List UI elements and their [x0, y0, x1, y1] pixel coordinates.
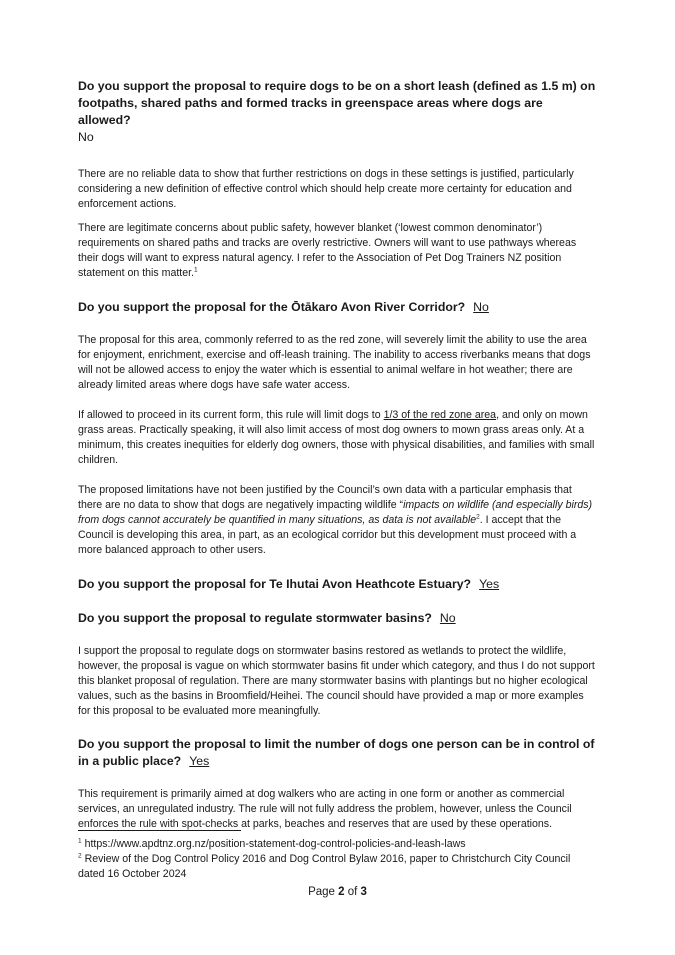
page-number: Page 2 of 3	[308, 886, 367, 898]
paragraph-short-leash-1: There are no reliable data to show that further restrictions on dogs in these settings is justified, particularly considering a new definition of effective control which should help create more certainty for education and enforcement actions.	[78, 168, 574, 210]
footnote-ref-2: 2	[476, 513, 480, 521]
paragraph-avon-river-2: If allowed to proceed in its current form, this rule will limit dogs to 1/3 of the red zone area, and only on mown grass areas. Practically speaking, it will also limit access of most dog owners to mown grass areas only. At a minimum, this creates inequities for elderly dog owners, those with physical disabilities, and families with small children.	[78, 409, 595, 466]
footnote-2: $^2$ Review of the Dog Control Policy 2016 and Dog Control Bylaw 2016, paper to Christchurch City Council dated 16 October 2024	[78, 852, 571, 880]
answer-avon-heathcote-estuary: Yes	[479, 577, 500, 591]
question-dog-number-limit: Do you support the proposal to limit the number of dogs one person can be in control of in a public place? Yes	[78, 737, 595, 768]
paragraph-stormwater-basins: I support the proposal to regulate dogs on stormwater basins restored as wetlands to protect the wildlife, however, the proposal is vague on which stormwater basins fit under which category, and thus I do not support this blanket proposal of regulation. There are many stormwater basins with plantings but no higher ecological values, such as the basins in Broomfield/Heihei. The council should have provided a map or more examples for this proposal to be evaluated more meaningfully.	[78, 645, 595, 717]
answer-dog-number-limit: Yes	[189, 754, 210, 768]
question-stormwater-basins: Do you support the proposal to regulate stormwater basins? No	[78, 611, 456, 625]
question-avon-river-corridor: Do you support the proposal for the Ōtākaro Avon River Corridor? No	[78, 300, 489, 314]
document-body	[78, 78, 598, 832]
paragraph-avon-river-3: The proposed limitations have not been justified by the Council’s own data with a particular emphasis that there are no data to show that dogs are negatively impacting wildlife “impacts on wildlife (and especially birds) from dogs cannot accurately be quantified in many situations, as data is not available$^2$. I accept that the Council is developing this area, in part, as an ecological corridor but this development must proceed with a more balanced approach to other users.	[78, 484, 593, 556]
footnote-ref-1: 1	[194, 266, 198, 274]
answer-avon-river-corridor: No	[473, 300, 489, 314]
paragraph-short-leash-2: There are legitimate concerns about public safety, however blanket (‘lowest common denominator’) requirements on shared paths and tracks are overly restrictive. Owners will want to use pathways whereas their dogs will want to express natural agency. I refer to the Association of Pet Dog Trainers NZ position statement on this matter.$^1$	[78, 222, 577, 279]
footnote-divider	[78, 830, 241, 831]
paragraph-dog-number-limit: This requirement is primarily aimed at dog walkers who are acting in one form or another as commercial services, an unregulated industry. The rule will not fully address the problem, however, unless the Council enforces the rule with spot-checks at parks, beaches and reserves that are used by these operations.	[78, 788, 572, 830]
footnote-1: $^1$ https://www.apdtnz.org.nz/position-statement-dog-control-policies-and-leash-laws	[78, 837, 466, 850]
question-short-leash: Do you support the proposal to require dogs to be on a short leash (defined as 1.5 m) on footpaths, shared paths and formed tracks in greenspace areas where dogs are allowed?	[78, 79, 596, 127]
paragraph-avon-river-1: The proposal for this area, commonly referred to as the red zone, will severely limit the ability to use the area for enjoyment, enrichment, exercise and off-leash training. The inability to access riverbanks means that dogs will not be allowed access to enjoy the water which is essential to animal welfare in hot weather; there are already limited areas where dogs have safe water access.	[78, 334, 591, 391]
footnotes	[78, 830, 598, 882]
answer-stormwater-basins: No	[439, 611, 456, 625]
question-avon-heathcote-estuary: Do you support the proposal for Te Ihutai Avon Heathcote Estuary? Yes	[78, 577, 500, 591]
answer-short-leash: No	[78, 130, 94, 144]
